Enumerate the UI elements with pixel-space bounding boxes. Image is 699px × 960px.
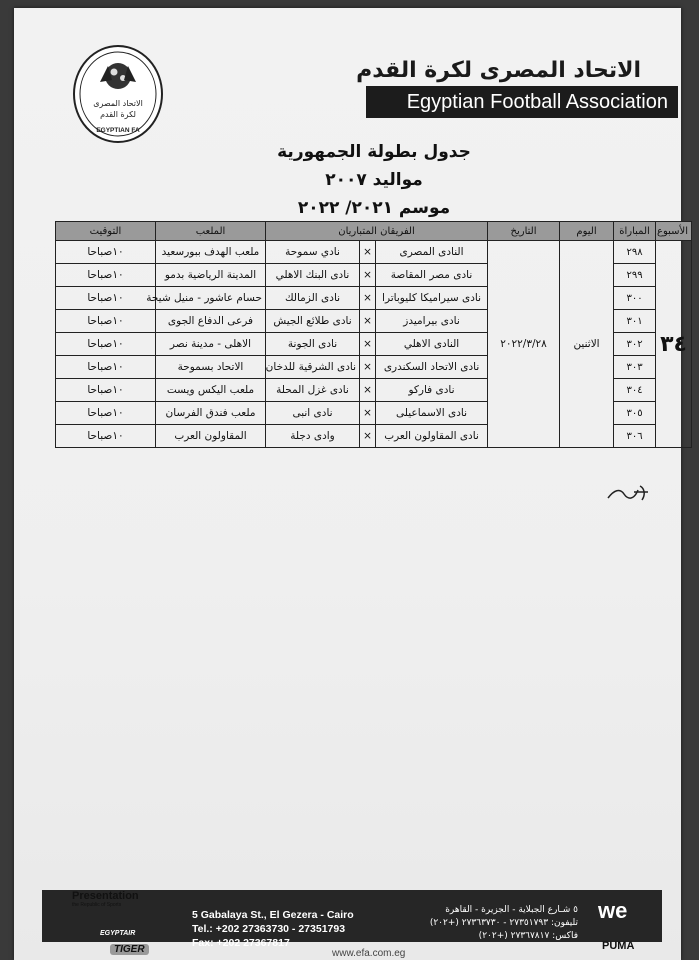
- header-venue: الملعب: [156, 222, 266, 241]
- venue: حسام عاشور - منيل شيحة: [156, 287, 266, 310]
- match-number: ٢٩٨: [614, 241, 656, 264]
- efa-logo: [72, 44, 164, 144]
- kickoff-time: ١٠صباحا: [56, 241, 156, 264]
- sponsor-presentation: [72, 890, 139, 908]
- kickoff-time: ١٠صباحا: [56, 402, 156, 425]
- sponsor-presentation-label: Presentation: [72, 890, 139, 902]
- away-team: وادى دجلة: [266, 425, 360, 448]
- kickoff-time: ١٠صباحا: [56, 356, 156, 379]
- match-number: ٣٠٢: [614, 333, 656, 356]
- svg-text:EGYPTIAN FA: EGYPTIAN FA: [96, 127, 140, 134]
- match-day: الاثنين: [560, 241, 614, 448]
- website-link[interactable]: www.efa.com.eg: [332, 948, 406, 959]
- svg-text:لكرة القدم: لكرة القدم: [100, 110, 136, 119]
- kickoff-time: ١٠صباحا: [56, 310, 156, 333]
- letterhead-footer: [42, 878, 678, 960]
- versus-mark: ×: [360, 379, 376, 402]
- address-ar-line-2: تليفون: ٢٧٣٥١٧٩٣ - ٢٧٣٦٣٧٣٠ (+٢٠٢): [429, 918, 578, 928]
- home-team: النادى الاهلي: [376, 333, 488, 356]
- away-team: نادى الزمالك: [266, 287, 360, 310]
- away-team: نادى الشرقية للدخان: [266, 356, 360, 379]
- venue: ملعب الهدف ببورسعيد: [156, 241, 266, 264]
- egyptair-logo: EGYPTAIR: [100, 930, 136, 937]
- kickoff-time: ١٠صباحا: [56, 287, 156, 310]
- header-date: التاريخ: [488, 222, 560, 241]
- svg-text:الاتحاد المصرى: الاتحاد المصرى: [93, 99, 143, 108]
- match-number: ٣٠٥: [614, 402, 656, 425]
- address-english: [192, 908, 354, 950]
- puma-logo: PUMA: [602, 940, 635, 952]
- we-sponsor-logo: we: [598, 898, 628, 923]
- title-line-2: مواليد ٢٠٠٧: [325, 170, 423, 190]
- header-time: التوقيت: [56, 222, 156, 241]
- versus-mark: ×: [360, 264, 376, 287]
- home-team: نادى الاسماعيلى: [376, 402, 488, 425]
- versus-mark: ×: [360, 402, 376, 425]
- match-date: ٢٠٢٢/٣/٢٨: [488, 241, 560, 448]
- kickoff-time: ١٠صباحا: [56, 264, 156, 287]
- away-team: نادى انبى: [266, 402, 360, 425]
- match-number: ٣٠١: [614, 310, 656, 333]
- venue: المدينة الرياضية بدمو: [156, 264, 266, 287]
- versus-mark: ×: [360, 241, 376, 264]
- address-en-line-2: Tel.: +202 27363730 - 27351793: [192, 923, 346, 935]
- table-header-row: [56, 222, 692, 241]
- away-team: نادى غزل المحلة: [266, 379, 360, 402]
- away-team: نادى طلائع الجيش: [266, 310, 360, 333]
- away-team: نادى البنك الاهلي: [266, 264, 360, 287]
- address-ar-line-3: فاكس: ٢٧٣٦٧٨١٧ (+٢٠٢): [478, 931, 578, 941]
- match-number: ٢٩٩: [614, 264, 656, 287]
- address-en-line-1: 5 Gabalaya St., El Gezera - Cairo: [192, 909, 354, 921]
- home-team: نادى سيراميكا كليوباترا: [376, 287, 488, 310]
- schedule-titles: [214, 138, 534, 222]
- match-schedule-table: [55, 221, 692, 448]
- tiger-logo: TIGER: [110, 944, 149, 955]
- header-week: الأسبوع: [656, 222, 692, 241]
- header-match: المباراة: [614, 222, 656, 241]
- match-number: ٣٠٠: [614, 287, 656, 310]
- venue: فرعى الدفاع الجوى: [156, 310, 266, 333]
- home-team: نادى المقاولون العرب: [376, 425, 488, 448]
- home-team: نادى مصر المقاصة: [376, 264, 488, 287]
- kickoff-time: ١٠صباحا: [56, 425, 156, 448]
- home-team: نادى بيراميدز: [376, 310, 488, 333]
- match-number: ٣٠٣: [614, 356, 656, 379]
- versus-mark: ×: [360, 356, 376, 379]
- venue: المقاولون العرب: [156, 425, 266, 448]
- away-team: نادي سموحة: [266, 241, 360, 264]
- header-teams: الفريقان المتباريان: [266, 222, 488, 241]
- match-number: ٣٠٦: [614, 425, 656, 448]
- venue: ملعب اليكس ويست: [156, 379, 266, 402]
- kickoff-time: ١٠صباحا: [56, 333, 156, 356]
- address-en-line-3: Fax: +202 27367817: [192, 937, 290, 949]
- venue: ملعب فندق الفرسان: [156, 402, 266, 425]
- home-team: نادى فاركو: [376, 379, 488, 402]
- org-name-english: Egyptian Football Association: [366, 86, 678, 118]
- versus-mark: ×: [360, 287, 376, 310]
- week-number: ٣٤: [656, 241, 692, 448]
- away-team: نادى الجونة: [266, 333, 360, 356]
- versus-mark: ×: [360, 310, 376, 333]
- address-ar-line-1: ٥ شـارع الجبلاية - الجزيرة - القاهرة: [445, 905, 578, 915]
- title-line-1: جدول بطولة الجمهورية: [277, 142, 471, 162]
- title-line-3: موسم ٢٠٢١/ ٢٠٢٢: [297, 198, 451, 218]
- header-day: اليوم: [560, 222, 614, 241]
- match-number: ٣٠٤: [614, 379, 656, 402]
- signature: [604, 480, 652, 506]
- home-team: النادى المصرى: [376, 241, 488, 264]
- table-row: [56, 241, 692, 264]
- versus-mark: ×: [360, 425, 376, 448]
- venue: الاهلى - مدينة نصر: [156, 333, 266, 356]
- document-page: [14, 8, 689, 960]
- sponsor-presentation-sub: the Republic of Sports: [72, 902, 122, 908]
- versus-mark: ×: [360, 333, 376, 356]
- home-team: نادى الاتحاد السكندرى: [376, 356, 488, 379]
- venue: الاتحاد بسموحة: [156, 356, 266, 379]
- kickoff-time: ١٠صباحا: [56, 379, 156, 402]
- org-name-arabic: الاتحاد المصرى لكرة القدم: [356, 58, 641, 83]
- address-arabic: [372, 904, 578, 943]
